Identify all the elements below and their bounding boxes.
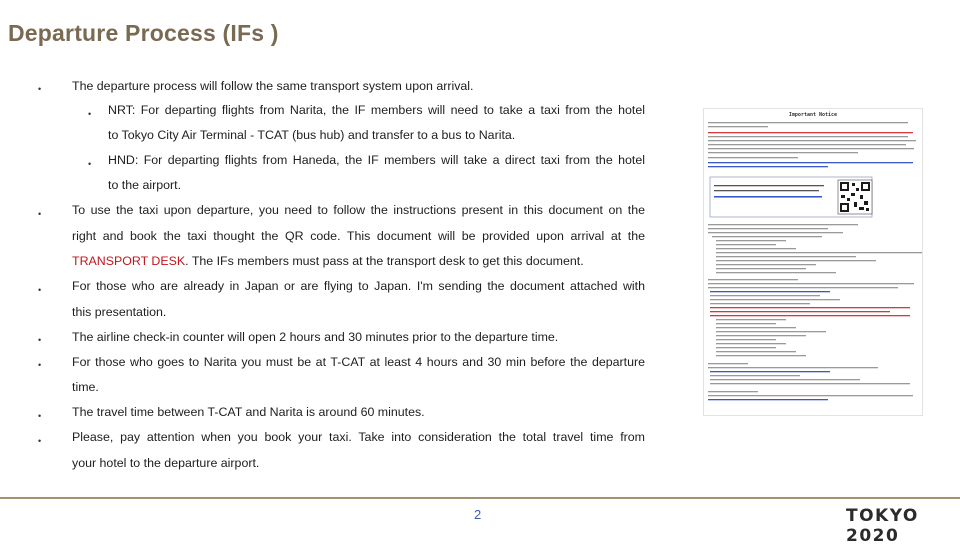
transport-desk-highlight: TRANSPORT DESK [72,254,186,268]
bullet-text: The departure process will follow the same transport system upon arrival. [72,79,474,93]
bullet-text: For those who are already in Japan or are flying to Japan. I'm sending the document attached with [72,279,645,293]
bullet-text: The travel time between T-CAT and Narita is around 60 minutes. [72,405,425,419]
sub-bullet-marker: • [88,159,92,169]
sub-bullet-marker: • [88,109,92,119]
bullet-text-cont [72,254,584,268]
page-title: Departure Process (IFs ) [8,20,279,46]
bullet-text-cont: your hotel to the departure airport. [72,456,260,470]
sub-bullet-text-cont: to the airport. [108,178,182,192]
bullet-text-cont: right and book the taxi thought the QR code. This document will be provided upon arrival at the [72,229,645,243]
footer-divider [0,497,960,499]
bullet-marker: • [38,411,42,421]
bullet-marker: • [38,436,42,446]
bullet-marker: • [38,335,42,345]
notice-document-image [703,108,923,416]
bullet-marker: • [38,209,42,219]
bullet-text: To use the taxi upon departure, you need to follow the instructions present in this document on the [72,203,645,217]
bullet-marker: • [38,285,42,295]
bullet-text: For those who goes to Narita you must be at T-CAT at least 4 hours and 30 min before the departure [72,355,645,369]
bullet-text: The airline check-in counter will open 2 hours and 30 minutes prior to the departure time. [72,330,559,344]
bullet-text-cont: time. [72,380,99,394]
sub-bullet-text: NRT: For departing flights from Narita, the IF members will need to take a taxi from the hotel [108,103,645,117]
page-number: 2 [474,507,482,522]
sub-bullet-text-cont: to Tokyo City Air Terminal - TCAT (bus hub) and transfer to a bus to Narita. [108,128,516,142]
bullet-text-rest: . The IFs members must pass at the transport desk to get this document. [185,254,584,268]
sub-bullet-text: HND: For departing flights from Haneda, the IF members will take a direct taxi from the hotel [108,153,645,167]
bullet-text: Please, pay attention when you book your taxi. Take into consideration the total travel time from [72,430,645,444]
notice-heading: Important Notice [788,112,838,118]
notice-text-lines [704,109,922,415]
bullet-marker: • [38,360,42,370]
tokyo-2020-logo: TOKYO 2020 [846,506,919,546]
bullet-marker: • [38,84,42,94]
bullet-text-cont: this presentation. [72,305,167,319]
